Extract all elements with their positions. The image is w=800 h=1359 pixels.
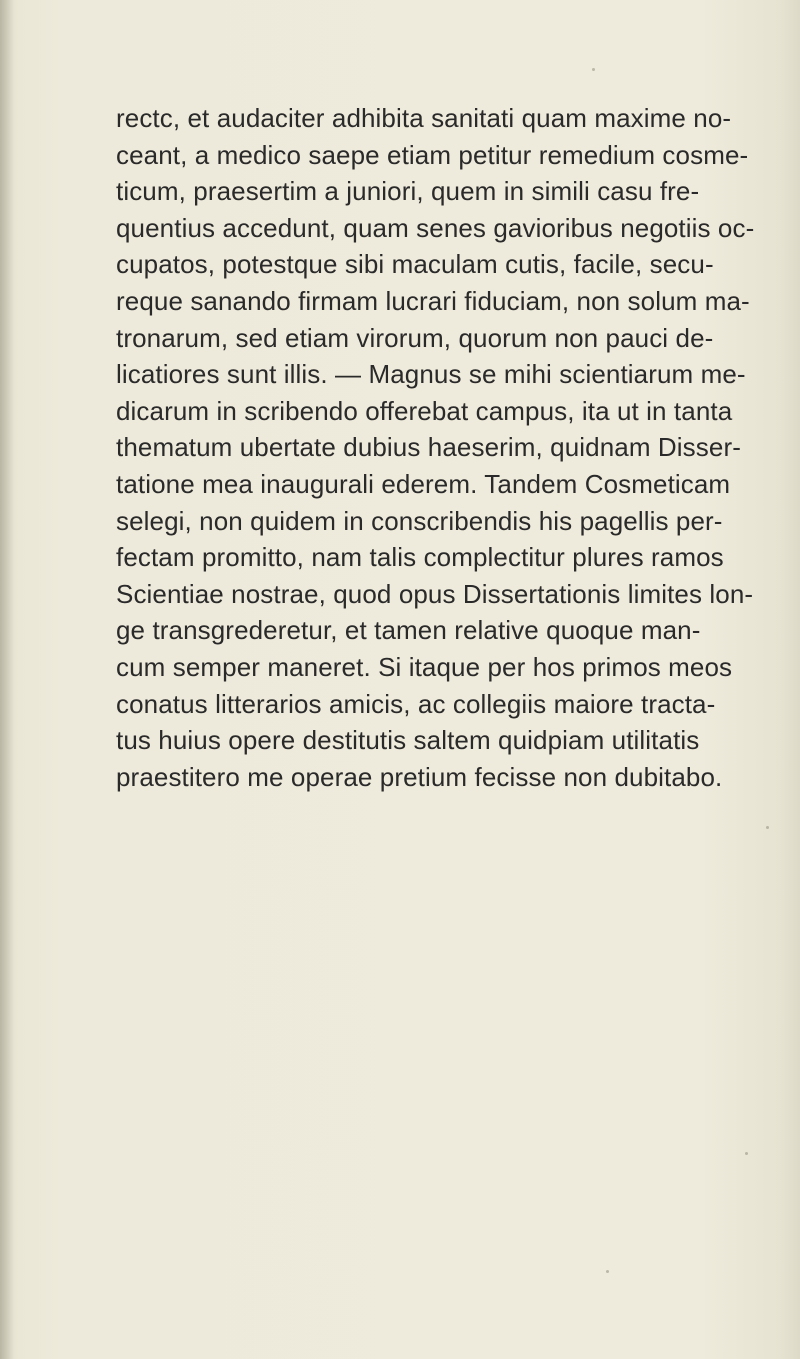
body-text (116, 100, 756, 795)
text-line: thematum ubertate dubius haeserim, quidnam Disser- (116, 432, 741, 463)
text-line: tus huius opere destitutis saltem quidpiam utilitatis (116, 725, 700, 756)
text-line: praestitero me operae pretium fecisse non dubitabo. (116, 761, 723, 792)
text-line: dicarum in scribendo offerebat campus, ita ut in tanta (116, 395, 733, 426)
text-line: quentius accedunt, quam senes gavioribus negotiis oc- (116, 212, 755, 243)
text-line: fectam promitto, nam talis complectitur plures ramos (116, 542, 724, 573)
text-line: selegi, non quidem in conscribendis his pagellis per- (116, 505, 723, 536)
paper-speck (606, 1270, 609, 1273)
text-line: tatione mea inaugurali ederem. Tandem Cosmeticam (116, 468, 731, 499)
text-line: cum semper maneret. Si itaque per hos primos meos (116, 651, 733, 682)
text-line: licatiores sunt illis. — Magnus se mihi scientiarum me- (116, 359, 746, 390)
text-line: ge transgrederetur, et tamen relative quoque man- (116, 615, 701, 646)
text-line: Scientiae nostrae, quod opus Dissertationis limites lon- (116, 578, 754, 609)
paper-speck (766, 826, 769, 829)
text-line: tronarum, sed etiam virorum, quorum non pauci de- (116, 322, 714, 353)
text-line: cupatos, potestque sibi maculam cutis, facile, secu- (116, 249, 714, 280)
paper-speck (745, 1152, 748, 1155)
text-line: rectc, et audaciter adhibita sanitati quam maxime no- (116, 103, 732, 133)
page-gutter-shadow (0, 0, 14, 1359)
text-line: ceant, a medico saepe etiam petitur remedium cosme- (116, 139, 749, 170)
text-line: reque sanando firmam lucrari fiduciam, non solum ma- (116, 285, 750, 316)
text-line: conatus litterarios amicis, ac collegiis maiore tracta- (116, 688, 716, 719)
text-line: ticum, praesertim a juniori, quem in simili casu fre- (116, 176, 700, 207)
paper-speck (592, 68, 595, 71)
